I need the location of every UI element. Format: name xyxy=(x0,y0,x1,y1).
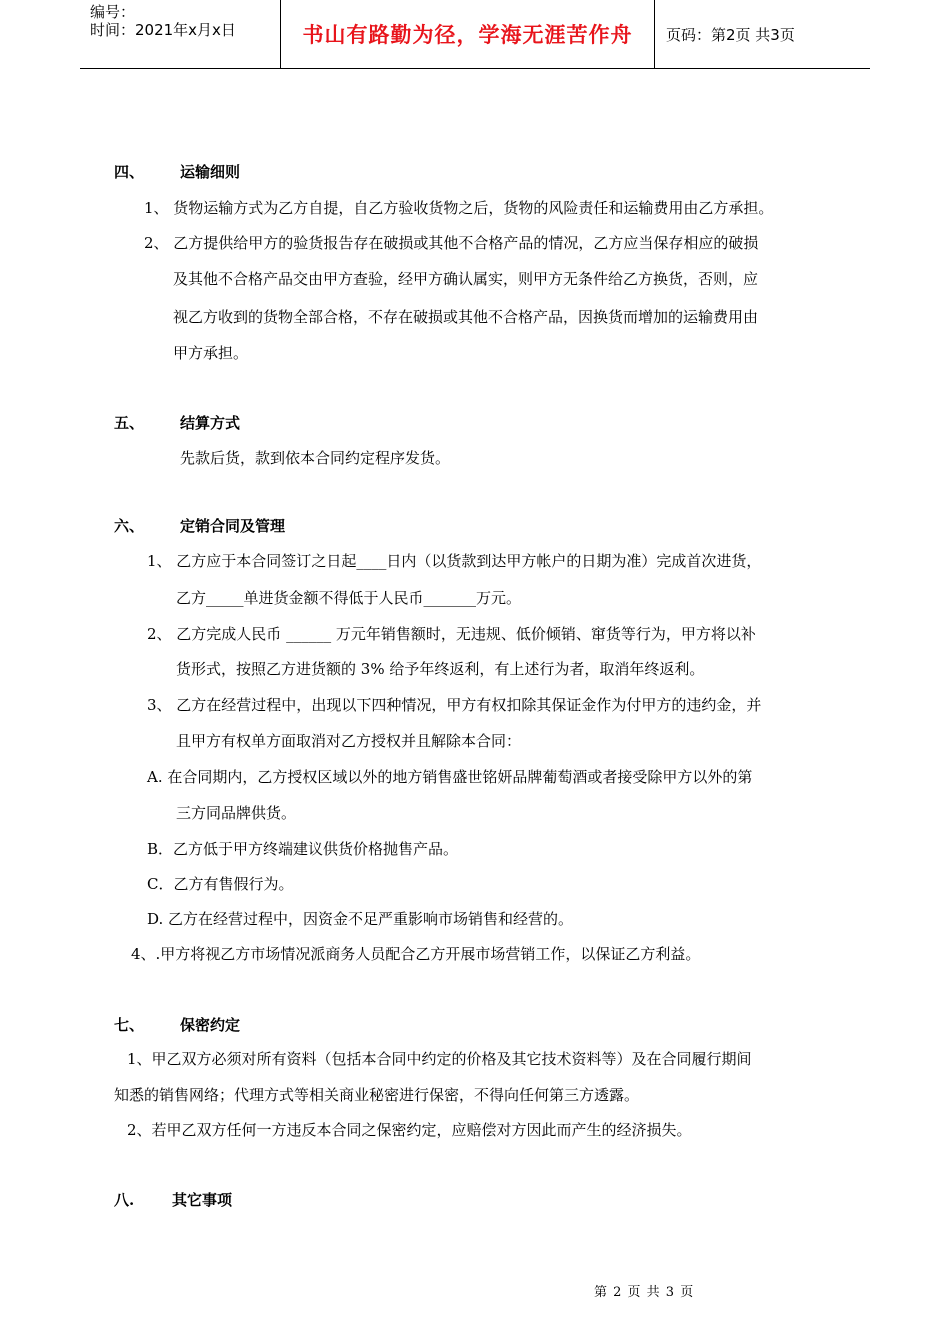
document-time: 时间：2021年x月x日 xyxy=(90,21,236,39)
section-7-title: 保密约定 xyxy=(180,1016,241,1034)
section-4-paragraph-2-line-2: 及其他不合格产品交由甲方查验，经甲方确认属实，则甲方无条件给乙方换货，否则，应 xyxy=(173,270,759,288)
section-6-paragraph-4: 4、.甲方将视乙方市场情况派商务人员配合乙方开展市场营销工作，以保证乙方利益。 xyxy=(131,945,701,963)
section-6-item-a-line-1: A. 在合同期内，乙方授权区域以外的地方销售盛世铭妍品牌葡萄酒或者接受除甲方以外的第 xyxy=(147,768,753,786)
header-meta xyxy=(80,0,281,68)
header-page-info: 页码：第2页 共3页 xyxy=(666,25,795,44)
section-7-number: 七、 xyxy=(114,1016,145,1034)
section-4-paragraph-2-line-1: 2、 乙方提供给甲方的验货报告存在破损或其他不合格产品的情况，乙方应当保存相应的破损 xyxy=(144,234,759,252)
section-4-paragraph-1: 1、 货物运输方式为乙方自提，自乙方验收货物之后，货物的风险责任和运输费用由乙方承担。 xyxy=(144,199,774,217)
section-6-item-a-line-2: 三方同品牌供货。 xyxy=(176,804,297,822)
section-6-paragraph-2-line-2: 货形式，按照乙方进货额的 3% 给予年终返利，有上述行为者，取消年终返利。 xyxy=(176,660,705,678)
page-header xyxy=(80,0,870,69)
section-4-paragraph-2-line-3: 视乙方收到的货物全部合格，不存在破损或其他不合格产品，因换货而增加的运输费用由 xyxy=(173,308,759,326)
section-5-number: 五、 xyxy=(114,414,145,432)
document-number-label: 编号： xyxy=(90,3,136,21)
section-8-number: 八. xyxy=(114,1191,135,1209)
section-6-paragraph-2-line-1: 2、 乙方完成人民币 ______ 万元年销售额时，无违规、低价倾销、窜货等行为，甲方将以补 xyxy=(147,625,756,643)
section-6-number: 六、 xyxy=(114,517,145,535)
section-4-title: 运输细则 xyxy=(180,163,241,181)
section-4-paragraph-2-line-4: 甲方承担。 xyxy=(173,344,249,362)
page-footer: 第 2 页 共 3 页 xyxy=(594,1285,695,1300)
header-motto: 书山有路勤为径，学海无涯苦作舟 xyxy=(281,0,655,68)
section-4-number: 四、 xyxy=(114,163,145,181)
section-6-title: 定销合同及管理 xyxy=(180,517,286,535)
section-7-paragraph-1-line-1: 1、甲乙双方必须对所有资料（包括本合同中约定的价格及其它技术资料等）及在合同履行期间 xyxy=(127,1050,752,1068)
section-8-title: 其它事项 xyxy=(172,1191,233,1209)
section-6-paragraph-1-line-1: 1、 乙方应于本合同签订之日起____日内（以货款到达甲方帐户的日期为准）完成首次进货， xyxy=(147,552,762,570)
section-7-paragraph-1-line-2: 知悉的销售网络；代理方式等相关商业秘密进行保密，不得向任何第三方透露。 xyxy=(114,1086,640,1104)
section-6-item-c: C．乙方有售假行为。 xyxy=(147,875,294,893)
section-6-paragraph-1-line-2: 乙方_____单进货金额不得低于人民币_______万元。 xyxy=(176,589,522,607)
section-6-paragraph-3-line-1: 3、 乙方在经营过程中，出现以下四种情况，甲方有权扣除其保证金作为付甲方的违约金，并 xyxy=(147,696,762,714)
section-6-item-d: D. 乙方在经营过程中，因资金不足严重影响市场销售和经营的。 xyxy=(147,910,574,928)
section-5-title: 结算方式 xyxy=(180,414,241,432)
section-6-item-b: B．乙方低于甲方终端建议供货价格抛售产品。 xyxy=(147,840,459,858)
section-7-paragraph-2: 2、若甲乙双方任何一方违反本合同之保密约定，应赔偿对方因此而产生的经济损失。 xyxy=(127,1121,692,1139)
section-5-paragraph-1: 先款后货，款到依本合同约定程序发货。 xyxy=(180,449,451,467)
section-6-paragraph-3-line-2: 且甲方有权单方面取消对乙方授权并且解除本合同： xyxy=(176,732,522,750)
